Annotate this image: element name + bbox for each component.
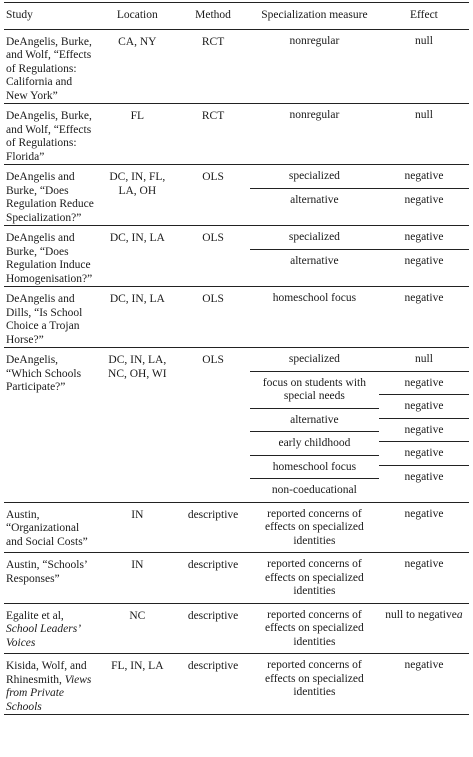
effect-value <box>379 189 469 212</box>
method-cell: descriptive <box>176 603 250 654</box>
specialization-measure: nonregular <box>289 34 340 47</box>
effect-value <box>379 553 469 576</box>
effect-text: negative <box>404 254 444 267</box>
table-row <box>4 603 469 654</box>
specialization-cell <box>250 654 379 715</box>
specialization-cell <box>250 553 379 604</box>
specialization-measure: homeschool focus <box>272 292 357 304</box>
effect-text: negative <box>404 507 444 520</box>
effect-cell <box>379 603 469 654</box>
method-cell: OLS <box>176 226 250 287</box>
studies-table <box>4 2 469 715</box>
effect-cell <box>379 104 469 165</box>
effect-cell <box>379 654 469 715</box>
specialization-measure: alternative <box>250 409 379 433</box>
effect-text: null <box>415 109 433 121</box>
study-cell: Austin, “Organizational and Social Costs” <box>4 502 98 553</box>
specialization-measure: specialized <box>250 348 379 372</box>
effect-value <box>379 654 469 677</box>
study-cell: DeAngelis, “Which Schools Participate?” <box>4 348 98 503</box>
table-row <box>4 165 469 226</box>
effect-cell <box>379 226 469 287</box>
specialization-measure: alternative <box>290 193 339 206</box>
study-authors: Kisida, Wolf, and Rhinesmith, <box>6 660 87 686</box>
method-cell: OLS <box>176 348 250 503</box>
effect-value <box>379 604 469 627</box>
specialization-measure: reported concerns of effects on specialized identities <box>265 659 364 698</box>
header-row <box>4 3 469 30</box>
effect-text: negative <box>404 423 444 436</box>
effect-value <box>379 250 469 273</box>
specialization-measure: reported concerns of effects on specialized identities <box>265 558 364 597</box>
study-cell: Austin, “Schools’ Responses” <box>4 553 98 604</box>
location-cell: NC <box>98 603 176 654</box>
table-row <box>4 287 469 348</box>
effect-text: negative <box>404 470 444 483</box>
effect-value <box>379 348 469 372</box>
study-cell: DeAngelis, Burke, and Wolf, “Effects of Regulations: California and New York” <box>4 29 98 104</box>
effect-value <box>379 419 469 443</box>
effect-value <box>379 372 469 396</box>
study-title: Views from Private Schools <box>6 673 92 713</box>
study-cell <box>4 654 98 715</box>
method-cell: OLS <box>176 165 250 226</box>
location-cell: FL <box>98 104 176 165</box>
table-row <box>4 29 469 104</box>
effect-cell <box>379 29 469 104</box>
specialization-measure: focus on students with special needs <box>250 372 379 409</box>
table-row <box>4 226 469 287</box>
specialization-cell <box>250 603 379 654</box>
effect-text: negative <box>404 447 444 459</box>
specialization-measure: nonregular <box>289 109 340 121</box>
table-row <box>4 348 469 503</box>
method-cell: OLS <box>176 287 250 348</box>
effect-value <box>379 30 469 53</box>
effect-text: null <box>415 353 433 365</box>
effect-value <box>379 442 469 466</box>
method-cell: RCT <box>176 29 250 104</box>
effect-value <box>379 395 469 419</box>
effect-text: negative <box>404 659 444 671</box>
table-row <box>4 553 469 604</box>
specialization-cell <box>250 348 379 503</box>
study-title: School Leaders’ Voices <box>6 623 80 649</box>
specialization-cell <box>250 104 379 165</box>
specialization-measure: alternative <box>290 254 339 267</box>
table-row <box>4 104 469 165</box>
study-cell <box>4 603 98 654</box>
effect-text: negative <box>404 193 444 206</box>
specialization-cell <box>250 287 379 348</box>
location-cell: IN <box>98 553 176 604</box>
effect-value <box>379 466 469 489</box>
effect-text: negative <box>404 292 444 304</box>
specialization-measure: early childhood <box>250 432 379 456</box>
effect-footnote-marker: a <box>456 608 463 621</box>
location-cell: DC, IN, LA <box>98 226 176 287</box>
effect-text: negative <box>404 231 444 243</box>
specialization-cell <box>250 29 379 104</box>
effect-text: negative <box>404 376 444 389</box>
study-authors: Egalite et al, <box>6 609 64 622</box>
effect-value <box>379 287 469 310</box>
effect-value <box>379 165 469 189</box>
specialization-measure: non-coeducational <box>271 484 357 496</box>
effect-cell <box>379 165 469 226</box>
study-cell: DeAngelis and Burke, “Does Regulation Reduce Specialization?” <box>4 165 98 226</box>
specialization-measure: specialized <box>250 165 379 189</box>
study-cell: DeAngelis, Burke, and Wolf, “Effects of Regulations: Florida” <box>4 104 98 165</box>
effect-cell <box>379 348 469 503</box>
location-cell: DC, IN, LA, NC, OH, WI <box>98 348 176 503</box>
location-cell: DC, IN, FL, LA, OH <box>98 165 176 226</box>
effect-text: null <box>415 34 433 47</box>
study-cell: DeAngelis and Burke, “Does Regulation Induce Homogenisation?” <box>4 226 98 287</box>
effect-value <box>379 226 469 250</box>
effect-cell <box>379 502 469 553</box>
effect-text: negative <box>404 400 444 412</box>
header-method: Method <box>176 3 250 30</box>
method-cell: RCT <box>176 104 250 165</box>
method-cell: descriptive <box>176 502 250 553</box>
header-location: Location <box>98 3 176 30</box>
table-row <box>4 502 469 553</box>
specialization-cell <box>250 502 379 553</box>
effect-cell <box>379 553 469 604</box>
specialization-measure: homeschool focus <box>250 456 379 480</box>
specialization-cell <box>250 165 379 226</box>
location-cell: CA, NY <box>98 29 176 104</box>
effect-text: negative <box>404 170 444 182</box>
method-cell: descriptive <box>176 654 250 715</box>
table-row <box>4 654 469 715</box>
header-study: Study <box>4 3 98 30</box>
effect-text: negative <box>404 558 444 570</box>
specialization-measure: reported concerns of effects on specialized identities <box>265 507 364 547</box>
specialization-cell <box>250 226 379 287</box>
study-cell: DeAngelis and Dills, “Is School Choice a Trojan Horse?” <box>4 287 98 348</box>
effect-cell <box>379 287 469 348</box>
header-effect: Effect <box>379 3 469 30</box>
specialization-measure: specialized <box>250 226 379 250</box>
location-cell: FL, IN, LA <box>98 654 176 715</box>
specialization-measure: reported concerns of effects on specialized identities <box>265 608 364 648</box>
effect-value <box>379 104 469 127</box>
location-cell: IN <box>98 502 176 553</box>
method-cell: descriptive <box>176 553 250 604</box>
effect-text: null to negative <box>385 608 457 621</box>
header-specialization: Specialization measure <box>250 3 379 30</box>
location-cell: DC, IN, LA <box>98 287 176 348</box>
effect-value <box>379 503 469 526</box>
